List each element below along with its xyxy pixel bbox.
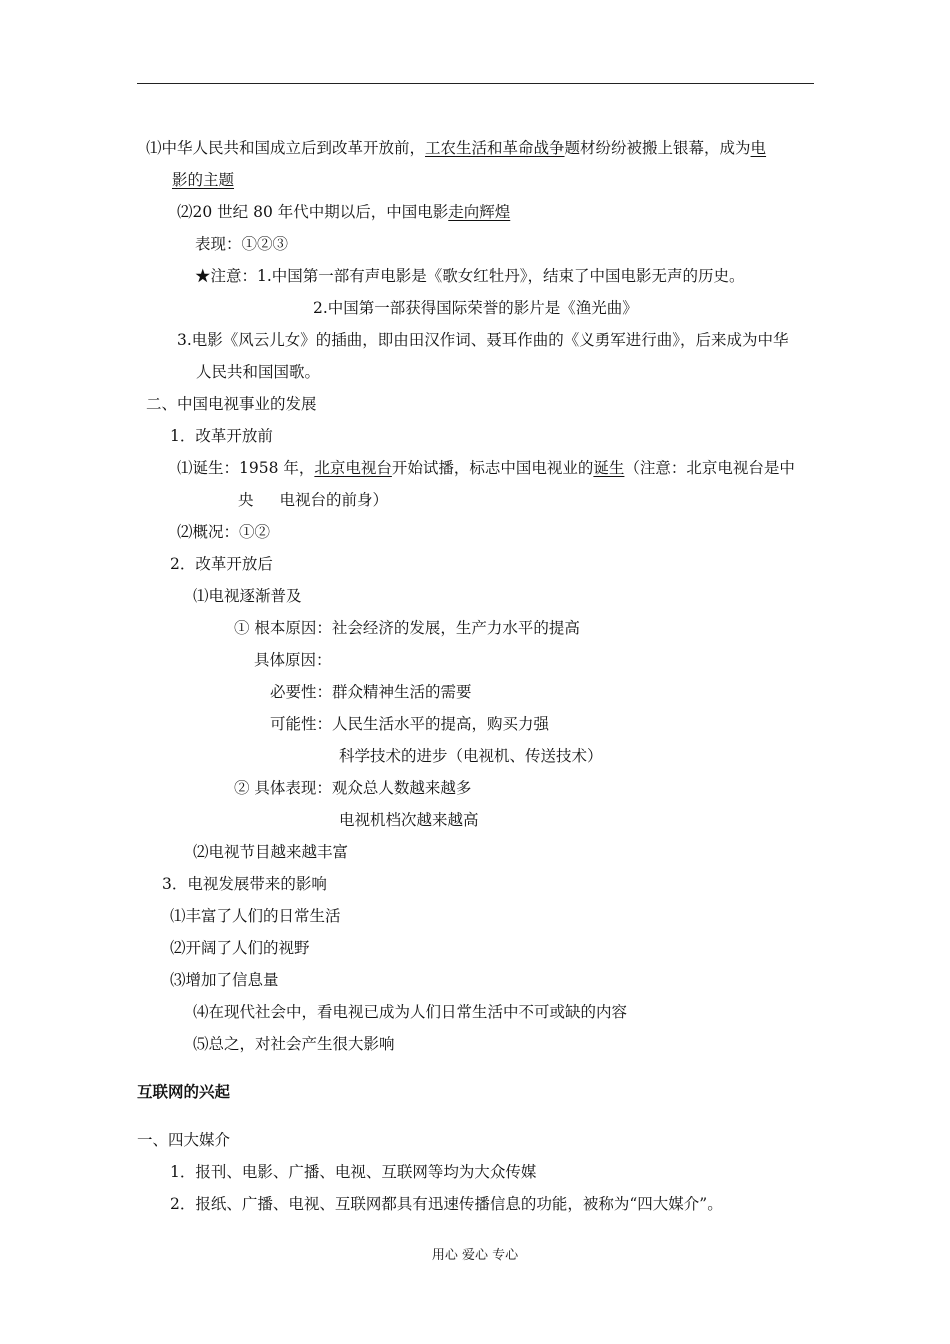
media-heading: 一、四大媒介	[137, 1131, 231, 1149]
tv-impact-4: ⑷在现代社会中，看电视已成为人们日常生活中不可或缺的内容	[193, 1003, 628, 1021]
tv-birth: ⑴诞生：1958 年，北京电视台开始试播，标志中国电视业的诞生（注意：北京电视台是中	[177, 459, 795, 477]
tv-manifestation: ② 具体表现：观众总人数越来越多	[234, 779, 472, 797]
media-item-2: 2．报纸、广播、电视、互联网都具有迅速传播信息的功能，被称为“四大媒介”。	[170, 1195, 723, 1213]
tv-heading: 二、中国电视事业的发展	[146, 395, 317, 413]
tv-specific-cause: 具体原因：	[254, 651, 332, 669]
tv-programs: ⑵电视节目越来越丰富	[193, 843, 349, 861]
film-point-2: ⑵20 世纪 80 年代中期以后，中国电影走向辉煌	[177, 203, 511, 221]
tv-necessity: 必要性：群众精神生活的需要	[270, 683, 472, 701]
film-performance: 表现：①②③	[195, 235, 289, 253]
film-note-3-cont: 人民共和国国歌。	[196, 363, 321, 381]
tv-section-1: 1．改革开放前	[170, 427, 273, 445]
tv-birth-cont: 央 电视台的前身）	[238, 491, 389, 509]
film-note-3: 3.电影《风云儿女》的插曲，即由田汉作词、聂耳作曲的《义勇军进行曲》，后来成为中华	[177, 331, 789, 349]
tv-impact-5: ⑸总之，对社会产生很大影响	[193, 1035, 395, 1053]
film-point-1-cont: 影的主题	[172, 171, 235, 189]
film-note-2: 2.中国第一部获得国际荣誉的影片是《渔光曲》	[313, 299, 638, 317]
film-note-1: ★注意：1.中国第一部有声电影是《歌女红牡丹》，结束了中国电影无声的历史。	[195, 267, 745, 285]
tv-impact-1: ⑴丰富了人们的日常生活	[170, 907, 341, 925]
tv-impact-2: ⑵开阔了人们的视野	[170, 939, 310, 957]
header-rule	[137, 83, 814, 84]
tv-root-cause: ① 根本原因：社会经济的发展，生产力水平的提高	[234, 619, 580, 637]
tv-section-2: 2．改革开放后	[170, 555, 273, 573]
page-footer: 用心 爱心 专心	[431, 1248, 519, 1263]
internet-title: 互联网的兴起	[137, 1082, 231, 1101]
film-point-1: ⑴中华人民共和国成立后到改革开放前，工农生活和革命战争题材纷纷被搬上银幕，成为电	[146, 139, 767, 157]
tv-impact-3: ⑶增加了信息量	[170, 971, 279, 989]
tv-section-3: 3．电视发展带来的影响	[162, 875, 327, 893]
tv-possibility: 可能性：人民生活水平的提高，购买力强	[270, 715, 550, 733]
tv-technology: 科学技术的进步（电视机、传送技术）	[339, 747, 603, 765]
tv-overview: ⑵概况：①②	[177, 523, 271, 541]
media-item-1: 1．报刊、电影、广播、电视、互联网等均为大众传媒	[170, 1163, 537, 1181]
tv-popularization: ⑴电视逐渐普及	[193, 587, 302, 605]
tv-grade: 电视机档次越来越高	[339, 811, 479, 829]
